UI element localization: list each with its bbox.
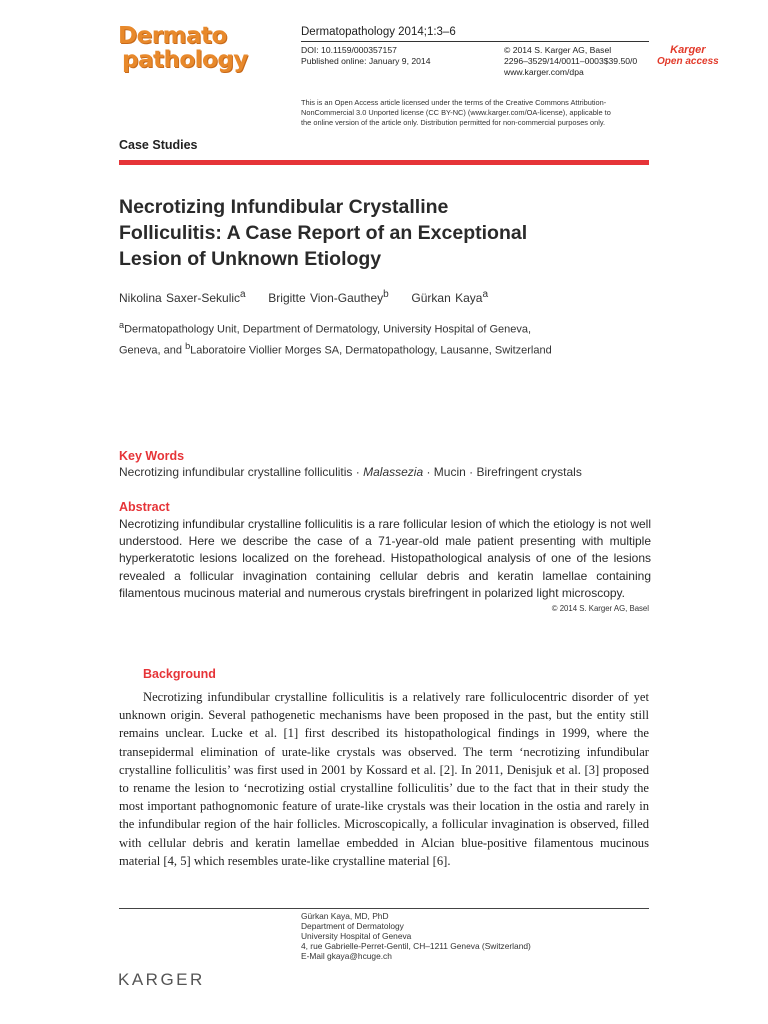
- author-affil-mark: b: [383, 289, 389, 300]
- affil-mark: b: [185, 340, 191, 351]
- section-label: Case Studies: [119, 138, 198, 152]
- article-title: [119, 194, 639, 272]
- affil-text: Geneva, and: [119, 344, 186, 357]
- affil-text: Laboratoire Viollier Morges SA, Dermatopathology, Lausanne, Switzerland: [190, 344, 552, 357]
- key-words: [119, 465, 582, 479]
- abstract-copyright: © 2014 S. Karger AG, Basel: [551, 604, 649, 613]
- key-words-heading: Key Words: [119, 449, 185, 463]
- journal-logo-line2: pathology: [122, 47, 248, 73]
- license-line: This is an Open Access article licensed under the terms of the Creative Commons Attribution-: [301, 98, 607, 107]
- title-line: Lesion of Unknown Etiology: [119, 248, 382, 270]
- license-notice: [301, 98, 649, 127]
- copyright-info: [504, 45, 637, 78]
- corr-department: Department of Dermatology: [301, 921, 404, 932]
- header-divider: [301, 41, 649, 42]
- publication-info: [301, 45, 430, 67]
- author-affil-mark: a: [482, 289, 488, 300]
- key-word: Necrotizing infundibular crystalline folliculitis ·: [119, 465, 364, 479]
- journal-citation: Dermatopathology 2014;1:3–6: [301, 26, 456, 38]
- footer-divider: [119, 908, 649, 909]
- title-line: Folliculitis: A Case Report of an Exceptional: [119, 222, 528, 244]
- open-access-label: Open access: [657, 56, 719, 67]
- section-divider: [119, 160, 649, 165]
- correspondence: [301, 911, 531, 961]
- journal-website: www.karger.com/dpa: [504, 67, 584, 77]
- license-line: NonCommercial 3.0 Unported license (CC BY-NC) (www.karger.com/OA-license), applicable to: [301, 107, 611, 117]
- author-list: [119, 289, 488, 305]
- abstract-heading: Abstract: [119, 500, 170, 514]
- open-access-brand: Karger: [670, 44, 706, 56]
- affiliations: [119, 317, 639, 358]
- author-affil-mark: a: [240, 289, 246, 300]
- doi: DOI: 10.1159/000357157: [301, 45, 397, 55]
- publisher-logo: KARGER: [118, 970, 205, 989]
- corr-email: E-Mail gkaya@hcuge.ch: [301, 951, 392, 962]
- corr-name: Gürkan Kaya, MD, PhD: [301, 911, 389, 921]
- affil-mark: a: [119, 320, 125, 330]
- background-heading: Background: [143, 667, 216, 681]
- background-paragraph: Necrotizing infundibular crystalline folliculitis is a relatively rare folliculocentric disorder of yet unknown origin. Several pathogenetic mechanisms have been proposed in the past, but the entity still remains unclear. Lucke et al. [1] first described its histopathological findings in 1999, where the transepidermal elimination of urate-like crystals was observed. The term ‘necrotizing infundibular crystalline folliculitis’ was first used in 2001 by Kossard et al. [2]. In 2011, Denisjuk et al. [3] proposed to rename the lesion to ‘necrotizing ostial crystalline folliculitis’ due to the fact that in their study the most important pathognomonic feature of urate-like crystals was their location in the ostia and rarely in the infundibular region of the hair follicles. Microscopically, a follicular invagination is observed, filled with cellular debris and keratin lamellae embedded in Alcian blue-positive filamentous mucinous material [4, 5] which resembles urate-like crystalline material [6].: [119, 690, 649, 868]
- author-name: Gürkan Kaya: [411, 291, 483, 305]
- copyright: © 2014 S. Karger AG, Basel: [504, 45, 612, 55]
- license-line: the online version of the article only. Distribution permitted for non-commercial purposes only.: [301, 117, 606, 127]
- key-word: Malassezia: [363, 465, 424, 479]
- title-line: Necrotizing Infundibular Crystalline: [119, 196, 449, 218]
- corr-address: 4, rue Gabrielle-Perret-Gentil, CH–1211 Geneva (Switzerland): [301, 941, 531, 952]
- key-word: · Mucin · Birefringent crystals: [423, 465, 582, 479]
- published-date: Published online: January 9, 2014: [301, 56, 431, 66]
- corr-institution: University Hospital of Geneva: [301, 931, 412, 942]
- abstract-text: Necrotizing infundibular crystalline folliculitis is a rare follicular lesion of which the etiology is not well understood. Here we describe the case of a 71-year-old male patient presenting with multiple hyperkeratotic lesions localized on the forehead. Histopathological analysis of one of the lesions revealed a follicular invagination containing cellular debris and keratin lamellae containing filamentous mucinous material and numerous crystals birefringent in polarized light microscopy.: [119, 517, 651, 600]
- journal-logo: [118, 24, 248, 72]
- issn: 2296–3529/14/0011–0003$39.50/0: [504, 56, 638, 66]
- karger-open-access-logo: [657, 45, 719, 67]
- author-name: Nikolina Saxer-Sekulic: [119, 291, 241, 305]
- author-name: Brigitte Vion-Gauthey: [268, 291, 384, 305]
- journal-logo-line1: Dermato: [118, 23, 227, 49]
- affil-text: Dermatopathology Unit, Department of Dermatology, University Hospital of Geneva,: [124, 323, 532, 336]
